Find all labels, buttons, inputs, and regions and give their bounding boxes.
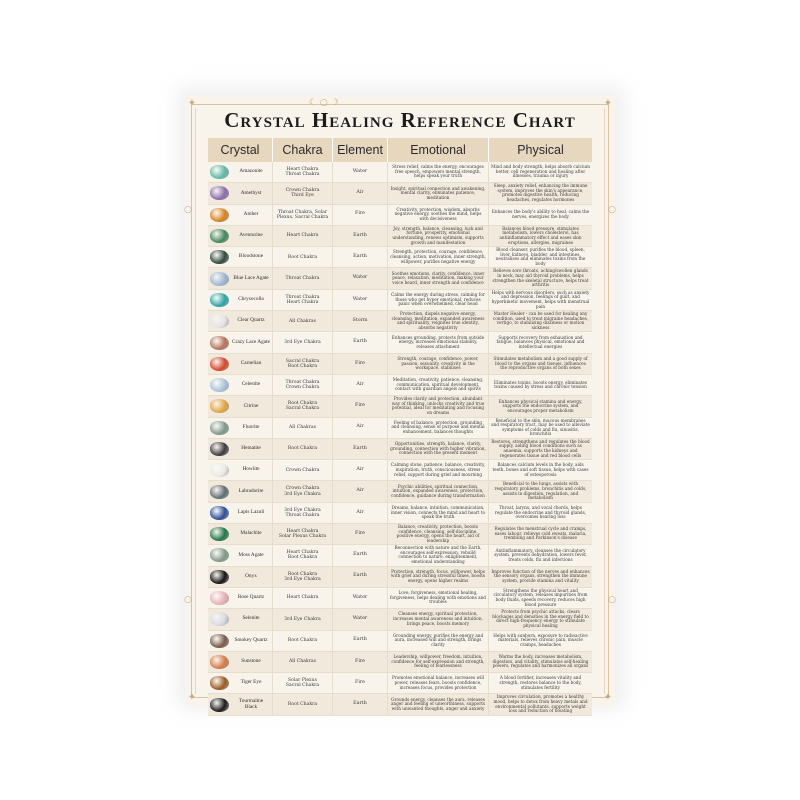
physical-cell: Helps with sunburn, exposure to radioactive materials, relieves chronic pain, muscle cramps, headaches [493,632,588,647]
crystal-name: Amazonite [239,168,263,175]
crystal-cell [208,396,273,416]
crystal-cell [208,268,273,288]
crystal-stone-icon [210,591,229,605]
physical-cell: Protects from psychic attacks, clears blockages and densities in the energy field to direct high-frequency energy to stimulate physical healing [492,609,589,628]
table-row [208,354,592,375]
element-cell: Air [333,503,388,523]
crystal-cell [208,354,273,374]
table-row [208,226,592,247]
crystal-stone-icon [210,272,229,286]
chakra-cell: 3rd Eye Chakra [273,609,333,629]
emotional-cell: Calms the energy during stress, calming for those who get hyper emotional, reduces panic when overwhelmed, clear head [388,290,489,310]
crystal-cell [208,673,273,693]
chakra-cell: All Chakras [273,311,333,331]
physical-cell: Enhances the body's ability to heal, calms the nerves, energizes the body [491,209,590,219]
table-header [208,138,592,162]
table-row [208,694,592,715]
emotional-cell: Provides clarity and protection, abundant way of thinking, unlocks creativity and true potential, ideal for meditating and focusing on dreams [388,396,489,416]
crystal-stone-icon [210,548,229,562]
chakra-cell: 3rd Eye Chakra Throat Chakra [273,503,333,523]
crystal-stone-icon [210,442,229,456]
emotional-cell: Leadership, willpower, freedom, intuition, confidence for self-expression and strength, feeling of fearlessness [388,652,489,672]
element-cell: Earth [333,631,388,651]
table-row [208,524,592,545]
table-row [208,545,592,566]
table-row [208,673,592,694]
crystal-cell [208,439,273,459]
element-cell: Fire [333,673,388,693]
table-row [208,481,592,502]
chakra-cell: 3rd Eye Chakra [273,332,333,352]
star-ornament-icon: ✦ [187,692,197,703]
crystal-name: Lapis Lazuli [237,509,265,515]
physical-cell: Balances blood pressure, stimulates metabolism, lowers cholesterol, has antiinflammatory effect and eases skin eruptions, allergies, migraines [499,225,582,245]
crystal-name: Onyx [245,572,257,579]
crystal-name: Sunstone [241,658,261,665]
crystal-cell [208,460,273,480]
table-row [208,418,592,439]
physical-cell: Master Healer - can be used for healing any condition, used to treat migraine headaches, vertigo, to stabilizing dizziness or motion sickness [492,311,589,330]
table-row [208,183,592,204]
table-row [208,503,592,524]
crystal-stone-icon [210,698,229,712]
element-cell: Fire [333,354,388,374]
crystal-name: Chrysocolla [238,296,264,303]
moon-ornament-icon: ○ [184,595,192,605]
moon-ornament-icon: ☾ ○ ☽ [309,98,339,108]
crystal-name: Hematite [241,445,261,452]
crystal-name: Amber [243,210,259,217]
physical-cell: Blood cleanser, purifies the blood, spleen, liver, kidneys, bladder, and intestines, neutralises and eliminates toxins from the body [495,247,586,266]
moon-ornament-icon: ○ [184,205,192,215]
physical-cell: Enhances physical stamina and energy, supports the endocrine system, and encourages proper metabolism [498,398,583,413]
emotional-cell: Promotes emotional balance, increases will power, releases fears, boosts confidence, increases focus, provides protection [388,673,489,693]
star-ornament-icon: ✦ [603,98,613,109]
chakra-cell: Heart Chakra Throat Chakra [273,162,333,182]
crystal-cell [208,290,273,310]
chakra-cell: Throat Chakra Heart Chakra [273,290,333,310]
table-row [208,162,592,183]
element-cell: Water [333,268,388,288]
chakra-cell: All Chakras [273,418,333,438]
physical-cell: A blood fortifier, increases vitality and strength, restores balance to the body, stimulates fertility [499,675,582,690]
table-row [208,205,592,226]
crystal-stone-icon [210,612,229,626]
physical-cell: Restores, strengthens and regulates the blood supply, aiding blood conditions such as anaemia, supports the kidneys and regenerates tissue and red blood cells [491,438,590,458]
crystal-table [208,138,592,716]
physical-cell: Stimulates metabolism and a good supply of blood to the organs and tissues, influences the reproductive organs of both sexes [493,355,588,371]
crystal-cell [208,162,273,182]
element-cell: Fire [333,652,388,672]
crystal-name: Citrine [243,402,259,409]
chakra-cell: Throat Chakra, Solar Plexus, Sacral Chakra [273,205,333,225]
element-cell: Water [333,290,388,310]
element-cell: Air [333,183,388,203]
crystal-name: Rose Quartz [237,594,265,601]
physical-cell: Improves circulation, promotes a healthy mood, helps to detox from heavy metals and environmental pollutants, supports weight loss and reduction of bloating [493,694,588,714]
page-title: Crystal Healing Reference Chart [224,108,576,132]
physical-cell: Regulates the menstrual cycle and cramps, eases labour, relieves cold sweats, malaria, trembling and Parkinson's disease [494,526,587,541]
chakra-cell: Crown Chakra [273,460,333,480]
emotional-cell: Soothes emotions, clarity, confidence, inner peace, relaxation, meditation, making your voice heard, inner strength and confidence [388,268,489,288]
crystal-cell [208,694,273,714]
element-cell: Earth [333,439,388,459]
emotional-cell: Opportunities, strength, balance, clarity, grounding, connection with higher vibration, connection with the present moment [388,439,489,459]
crystal-cell [208,503,273,523]
crystal-stone-icon [210,293,229,307]
element-cell: Water [333,609,388,629]
chakra-cell: Crown Chakra Third Eye [273,183,333,203]
crystal-stone-icon [210,570,229,584]
crystal-name: Howlite [242,466,260,473]
emotional-cell: Strength, protection, courage, confidence, cleansing, action, motivation, inner strength, willpower, purifies negative energy [388,247,489,267]
crystal-name: Bloodstone [238,253,264,260]
physical-cell: Improves function of the nerves and enhances the sensory organs, strengthen the immune system, provide stamina and vitality [491,568,590,584]
table-row [208,268,592,289]
crystal-name: Aventurine [239,232,263,239]
chakra-cell: Heart Chakra Root Chakra [273,545,333,565]
emotional-cell: Joy, strength, balance, cleansing, luck and fortune, prosperity, emotional understanding, renews optimism, supports growth and manifestation [388,226,489,246]
crystal-stone-icon [210,506,229,520]
emotional-cell: Meditation, creativity, patience, cleansing, communication, spiritual development, contact with guardian angels and spirits [388,375,489,395]
crystal-stone-icon [210,357,229,371]
table-row [208,439,592,460]
table-row [208,332,592,353]
crystal-cell [208,332,273,352]
chakra-cell: Throat Chakra [273,268,333,288]
physical-cell: Antiinflammatory, cleanses the circulatory system, prevents dehydration, lowers fever, treats colds, flu and infections [494,547,587,562]
column-header-crystal: Crystal [208,138,273,162]
element-cell: Air [333,460,388,480]
crystal-name: Labradorite [238,487,264,494]
moon-ornament-icon: ○ [608,595,616,605]
emotional-cell: Stress relief, calms the energy, encourages free speech, empowers mental strength, helps speak your truth [388,162,489,182]
chakra-cell: Root Chakra [273,694,333,714]
star-ornament-icon: ✦ [603,692,613,703]
emotional-cell: Dreams, balance, intuition, communication, inner vision, connects the mind and heart to speak the truth [388,503,489,523]
chakra-cell: Root Chakra Sacral Chakra [273,396,333,416]
crystal-name: Carnelian [240,359,262,366]
element-cell: Earth [333,694,388,714]
crystal-cell [208,183,273,203]
crystal-stone-icon [210,421,229,435]
crystal-stone-icon [210,208,229,222]
crystal-cell [208,205,273,225]
physical-cell: Supports recovery from exhaustion and fatigue, balances physical, emotional and intellectual energies [496,334,585,349]
crystal-cell [208,481,273,501]
chakra-cell: Root Chakra 3rd Eye Chakra [273,567,333,587]
emotional-cell: Grounds energy, cleanses the aura, releases anger and feeling of unworthiness, supports with unwanted thoughts, anger and anxiety [388,694,489,714]
chakra-cell: Root Chakra [273,439,333,459]
crystal-cell [208,631,273,651]
crystal-name: Moss Agate [238,551,264,558]
element-cell: Water [333,588,388,608]
crystal-stone-icon [210,676,229,690]
physical-cell: Beneficial to the skin, mucous membranes and respiratory tract, may be used to alleviate symptoms of colds and flu, sinusitis, bronchitis [491,417,590,437]
element-cell: Air [333,418,388,438]
physical-cell: Beneficial to the lungs, assists with respiratory problems, bronchitis and colds, assists in digestion, regulation, and metabolism [494,481,587,501]
crystal-name: Tiger Eye [240,679,262,686]
crystal-name: Selenite [242,615,260,622]
element-cell: Water [333,162,388,182]
emotional-cell: Love, forgiveness, emotional healing, forgiveness, helps dealing with emotions and troubles [388,588,489,608]
element-cell: Air [333,481,388,501]
crystal-cell [208,375,273,395]
emotional-cell: Calming stone, patience, balance, creativity, inspiration, truth, consciousness, stress relief, support during grief and mourning [388,460,489,480]
table-body [208,162,592,716]
crystal-stone-icon [210,336,229,350]
physical-cell: Helps with nervous disorders, such as anxiety and depression, feelings of guilt, and hyperkinetic movement, helps with menstrual pain [491,289,590,309]
physical-cell: Strengthens the physical heart and circulatory system, releases impurities from body fluids, speeds recovery, reduces high blood pressure [493,587,588,607]
element-cell: Earth [333,247,388,267]
crystal-cell [208,609,273,629]
crystal-cell [208,247,273,267]
crystal-stone-icon [210,314,229,328]
element-cell: Air [333,375,388,395]
chakra-cell: Crown Chakra 3rd Eye Chakra [273,481,333,501]
moon-ornament-icon: ○ [608,205,616,215]
chakra-cell: Heart Chakra [273,588,333,608]
crystal-cell [208,567,273,587]
chakra-cell: Sacral Chakra Root Chakra [273,354,333,374]
emotional-cell: Psychic abilities, spiritual connection, intuition, expanded awareness, protection, confidence, guidance during transformation [388,481,489,501]
table-row [208,652,592,673]
crystal-name: Smokey Quartz [234,636,268,643]
emotional-cell: Feeling of balance, protection, grounding and cleansing, sense of purpose and mental enhancement, balances thoughts [388,418,489,438]
crystal-cell [208,545,273,565]
crystal-name: Clear Quartz [237,317,265,324]
reference-chart-poster [184,96,616,714]
chakra-cell: Heart Chakra Solar Plexus Chakra [273,524,333,544]
crystal-name: Malachite [240,530,262,537]
crystal-name: Amethyst [240,189,262,196]
crystal-stone-icon [210,485,229,499]
table-row [208,631,592,652]
emotional-cell: Grounding energy, purifies the energy and aura, increased will and strength, brings clarity [388,631,489,651]
chakra-cell: All Chakras [273,652,333,672]
table-row [208,609,592,630]
column-header-chakra: Chakra [273,138,333,162]
physical-cell: Relieves sore throats, aching/swollen glands in neck, may aid thyroid problems, helps strengthen the skeletal structure, helps treat arthritis [492,268,589,288]
crystal-name: Blue Lace Agate [233,274,269,281]
crystal-name: Fluorite [242,423,260,430]
emotional-cell: Creativity, protection, wisdom, absorbs negative energy, soothes the mind, helps with decisiveness [388,205,489,225]
physical-cell: Sleep, anxiety relief, enhancing the immune system, improves the skin's appearance, promotes digestive health, reducing headaches, regulates hormones [493,183,588,203]
element-cell: Fire [333,396,388,416]
table-row [208,396,592,417]
table-row [208,460,592,481]
emotional-cell: Protection, strength, focus, willpower, helps with grief and during stressful times, boosts energy, opens higher realms [388,567,489,587]
table-row [208,311,592,332]
crystal-stone-icon [210,655,229,669]
crystal-stone-icon [210,634,229,648]
emotional-cell: Insight, spiritual connection and awakening, mental clarity, eliminates patience, meditation [388,183,489,203]
crystal-cell [208,524,273,544]
crystal-cell [208,311,273,331]
emotional-cell: Strength, courage, confidence, power, passion, sexuality, creativity in the workspace, stabilises [388,354,489,374]
crystal-stone-icon [210,399,229,413]
crystal-cell [208,418,273,438]
crystal-cell [208,588,273,608]
chakra-cell: Root Chakra [273,631,333,651]
table-row [208,247,592,268]
crystal-cell [208,226,273,246]
physical-cell: Throat, larynx, and vocal chords, helps regulate the endocrine and thyroid glands, overcomes hearing loss [494,505,587,520]
column-header-emotional: Emotional [388,138,489,162]
emotional-cell: Enhances grounding, protects from outside energy, increases emotional stability, releases attachment [388,332,489,352]
crystal-stone-icon [210,527,229,541]
element-cell: Earth [333,545,388,565]
crystal-stone-icon [210,165,229,179]
chakra-cell: Solar Plexus Sacral Chakra [273,673,333,693]
chakra-cell: Root Chakra [273,247,333,267]
emotional-cell: Balance, creativity, protection, boosts confidence, cleansing, self-discipline, positive energy, opens the heart, aid of leadership [388,524,489,544]
star-ornament-icon: ✦ [187,98,197,109]
crystal-stone-icon [210,250,229,264]
emotional-cell: Cleanses energy, spiritual protection, increases mental awareness and intuition, brings peace, boosts memory [388,609,489,629]
table-row [208,588,592,609]
physical-cell: Eliminates toxins, boosts energy, eliminates toxins caused by stress and chronic tension [493,379,588,390]
crystal-name: Tourmaline Black [238,697,264,710]
column-header-physical: Physical [517,143,564,157]
crystal-cell [208,652,273,672]
crystal-name: Crazy Lace Agate [232,338,270,345]
physical-cell: Warms the body, increases metabolism, digestion, and vitality, stimulates self-healing powers, regulates and harmonizes all organs [492,654,589,669]
physical-cell: Balances calcium levels in the body, aids teeth, bones and soft tissue, helps with cases of osteoporosis [492,462,589,477]
element-cell: Fire [333,205,388,225]
crystal-name: Celestite [241,381,261,388]
element-cell: Fire [333,524,388,544]
emotional-cell: Protection, dispels negative energy, cleansing, meditation, expanded awareness and spirituality, reignites true identity, absorbs negativity [388,311,489,331]
column-header-element: Element [333,138,388,162]
chakra-cell: Throat Chakra Crown Chakra [273,375,333,395]
crystal-stone-icon [210,463,229,477]
crystal-stone-icon [210,378,229,392]
emotional-cell: Reconnection with nature and the Earth, encourages self-expression, rebuild connection to nature, enlightenment, emotional understanding [388,545,489,565]
crystal-stone-icon [210,186,229,200]
element-cell: Storm [333,311,388,331]
chakra-cell: Heart Chakra [273,226,333,246]
element-cell: Earth [333,567,388,587]
element-cell: Earth [333,226,388,246]
physical-cell: Mind and body strength, helps absorb calcium better, cell regeneration and healing after illnesses, trauma or injury [491,164,590,179]
table-row [208,290,592,311]
table-row [208,567,592,588]
crystal-stone-icon [210,229,229,243]
table-row [208,375,592,396]
element-cell: Earth [333,332,388,352]
